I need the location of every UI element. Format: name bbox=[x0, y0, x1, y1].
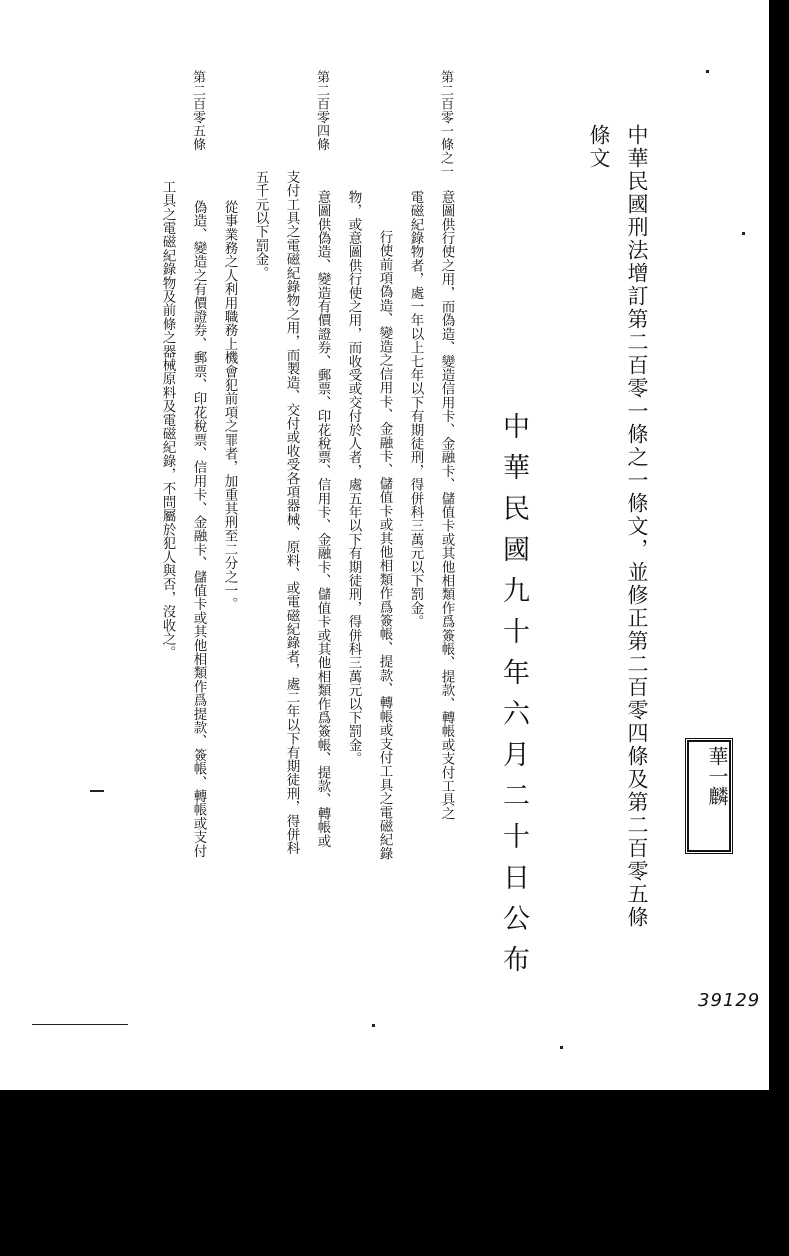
scan-speck bbox=[706, 70, 709, 73]
article-201-1-p2-line1: 行使前項偽造、變造之信用卡、金融卡、儲值卡或其他相類作爲簽帳、提款、轉帳或支付工具之電磁紀錄 bbox=[376, 230, 393, 861]
document-title-continued: 條文 bbox=[587, 124, 611, 170]
article-201-1-p2-line2: 物，或意圖供行使之用，而收受或交付於人者，處五年以下有期徒刑，得併科三萬元以下罰金。 bbox=[345, 190, 362, 766]
article-205-p1-line2: 工具之電磁紀錄物及前條之器械原料及電磁紀錄，不問屬於犯人與否，沒收之。 bbox=[159, 180, 176, 660]
scan-edge bbox=[769, 0, 789, 1090]
scan-mark bbox=[32, 1024, 128, 1025]
official-seal: 華一麟 bbox=[687, 740, 731, 852]
article-204-p1-line2: 支付工具之電磁紀錄物之用，而製造、交付或收受各項器械、原料、或電磁紀錄者，處二年以下有期徒刑，得併科 bbox=[283, 170, 300, 855]
article-204-p2-line1: 從事業務之人利用職務上機會犯前項之罪者，加重其刑至二分之一。 bbox=[221, 200, 238, 611]
scan-speck bbox=[372, 1024, 375, 1027]
article-label-204: 第二百零四條 bbox=[314, 70, 329, 151]
article-204-p1-line1: 意圖供偽造、變造有價證券、郵票、印花稅票、信用卡、金融卡、儲值卡或其他相類作爲簽帳、提款、轉帳或 bbox=[314, 190, 331, 848]
article-label-205: 第二百零五條 bbox=[190, 70, 205, 151]
scan-speck bbox=[560, 1046, 563, 1049]
article-204-p1-line3: 五千元以下罰金。 bbox=[252, 170, 269, 280]
scan-mark bbox=[90, 790, 104, 792]
article-205-p1-line1: 偽造、變造之有價證券、郵票、印花稅票、信用卡、金融卡、儲值卡或其他相類作爲提款、簽帳、轉帳或支付 bbox=[190, 200, 207, 858]
article-201-1-p1-line2: 電磁紀錄物者，處一年以上七年以下有期徒刑，得併科三萬元以下罰金。 bbox=[407, 190, 424, 629]
article-label-201-1: 第二百零一條之一 bbox=[438, 70, 453, 178]
handwritten-number: 39129 bbox=[698, 990, 761, 1011]
scan-speck bbox=[742, 232, 745, 235]
promulgation-date: 中華民國九十年六月二十日公布 bbox=[498, 412, 529, 986]
document-title: 中華民國刑法增訂第二百零一條之一條文，並修正第二百零四條及第二百零五條 bbox=[625, 124, 649, 929]
article-201-1-p1-line1: 意圖供行使之用，而偽造、變造信用卡、金融卡、儲值卡或其他相類作爲簽帳、提款、轉帳或支付工具之 bbox=[438, 190, 455, 821]
